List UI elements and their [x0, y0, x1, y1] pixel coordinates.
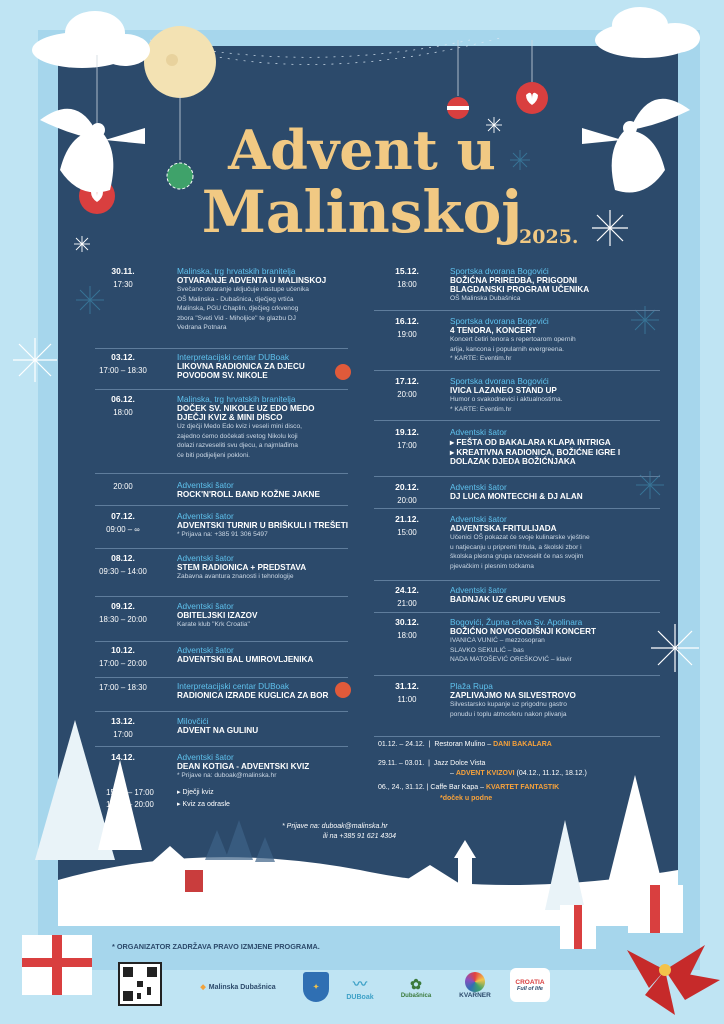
event-time: 19:00 — [397, 330, 417, 339]
event-time: 17:00 — [397, 441, 417, 450]
event-time: 18:00 — [397, 280, 417, 289]
event-venue: Adventski šator — [177, 645, 234, 655]
event-title: RADIONICA IZRADE KUGLICA ZA BOR — [177, 691, 329, 700]
dubasnica-logo: ✿ Dubašnica — [400, 975, 432, 999]
event-description: SLAVKO SEKULIĆ – bas — [450, 646, 524, 654]
event-title: DEAN KOTIGA - ADVENTSKI KVIZ — [177, 762, 310, 771]
event-description: arija, kancona i popularnih evergreena. — [450, 345, 564, 353]
day14-time1: 15:00 – 17:00 — [106, 788, 154, 797]
prijave-line1: * Prijave na: duboak@malinska.hr — [282, 823, 388, 830]
event-title: 4 TENORA, KONCERT — [450, 326, 537, 335]
event-venue: Adventski šator — [450, 585, 507, 595]
event-description: Karate klub "Krk Croatia" — [177, 621, 250, 628]
event-venue: Bogovići, Župna crkva Sv. Apolinara — [450, 617, 583, 627]
event-venue: Sportska dvorana Bogovići — [450, 376, 549, 386]
event-time: 17:00 — [113, 730, 133, 739]
event-venue: Adventski šator — [177, 601, 234, 611]
event-description: će biti podijeljeni pokloni. — [177, 451, 250, 459]
event-time: 17:00 – 20:00 — [99, 659, 147, 668]
event-title: ROCK'N'ROLL BAND KOŽNE JAKNE — [177, 490, 320, 499]
gift-left-icon — [22, 935, 92, 995]
divider — [374, 612, 660, 613]
event-title: ▸ FEŠTA OD BAKALARA KLAPA INTRIGA — [450, 438, 611, 447]
event-venue: Milovčići — [177, 716, 209, 726]
event-date: 20.12. — [395, 482, 419, 492]
divider — [95, 505, 348, 506]
event-date: 14.12. — [111, 752, 135, 762]
event-description: Vedrana Potnara — [177, 324, 227, 331]
event-description: u natjecanju u pripremi fritula, a školski zbor i — [450, 543, 582, 551]
event-body — [177, 266, 326, 333]
event-title: OBITELJSKI IZAZOV — [177, 611, 258, 620]
moon-icon — [144, 26, 216, 98]
day14-activity1: ▸ Dječji kviz — [177, 789, 214, 796]
event-body — [177, 681, 328, 700]
cloud-left-icon — [32, 11, 150, 68]
event-description: Svečano otvaranje uključuje nastupe učenika — [177, 286, 309, 293]
event-body — [177, 716, 258, 735]
event-title: DJEČJI KVIZ & MINI DISCO — [177, 413, 283, 422]
event-title: DOČEK SV. NIKOLE UZ EDO MEDO — [177, 404, 315, 413]
event-body — [450, 376, 563, 414]
event-description: IVANICA VUNIĆ – mezzosopran — [450, 637, 545, 644]
event-body — [177, 645, 313, 664]
event-time: 20:00 — [113, 482, 133, 491]
event-venue: Adventski šator — [450, 514, 507, 524]
event-time: 17:30 — [113, 280, 133, 289]
event-time: 21:00 — [397, 599, 417, 608]
event-venue: Adventski šator — [450, 427, 507, 437]
event-time: 09:00 – ∞ — [106, 525, 140, 534]
event-description: Učenici OŠ pokazat će svoje kulinarske vještine — [450, 534, 590, 541]
event-title: ZAPLIVAJMO NA SILVESTROVO — [450, 691, 576, 700]
event-date: 24.12. — [395, 585, 419, 595]
event-description: dolazi razveseliti svu djecu, a najmlađima — [177, 442, 298, 449]
divider — [374, 675, 660, 676]
event-title: ADVENTSKI TURNIR U BRIŠKULI I TREŠETI — [177, 521, 349, 530]
event-date: 31.12. — [395, 681, 419, 691]
event-title: DJ LUCA MONTECCHI & DJ ALAN — [450, 492, 583, 501]
qr-code-icon[interactable] — [118, 962, 162, 1006]
divider — [95, 711, 348, 712]
event-title: POVODOM SV. NIKOLE — [177, 371, 268, 380]
event-time: 18:00 — [113, 408, 133, 417]
event-description: * KARTE: Eventim.hr — [450, 405, 512, 413]
event-body — [177, 480, 320, 499]
event-title: ADVENT NA GULINU — [177, 726, 259, 735]
extra-1: 01.12. – 24.12. | Restoran Mulino – DANI BAKALARA — [378, 741, 552, 748]
event-date: 30.11. — [111, 266, 135, 276]
divider — [374, 580, 660, 581]
divider — [374, 508, 660, 509]
event-body — [177, 394, 315, 460]
event-title: ▸ KREATIVNA RADIONICA, BOŽIĆNE IGRE I — [450, 448, 621, 457]
event-body — [450, 617, 596, 665]
event-time: 18:30 – 20:00 — [99, 615, 147, 624]
title-year: 2025. — [519, 226, 579, 248]
event-description: pjevačkim i plesnim točkama — [450, 562, 534, 570]
event-title: LIKOVNA RADIONICA ZA DJECU — [177, 362, 305, 371]
divider — [374, 420, 660, 421]
event-venue: Plaža Rupa — [450, 681, 493, 691]
event-description: * Prijava na: +385 91 306 5497 — [177, 531, 268, 538]
event-venue: Interpretacijski centar DUBoak — [177, 681, 290, 691]
prijave-line2: ili na +385 91 621 4304 — [323, 833, 396, 840]
event-body — [450, 482, 583, 501]
event-title: BADNJAK UZ GRUPU VENUS — [450, 595, 566, 604]
event-description: zajedno ćemo dočekati svetog Nikolu koji — [177, 432, 298, 440]
event-venue: Malinska, trg hrvatskih branitelja — [177, 394, 296, 404]
event-venue: Sportska dvorana Bogovići — [450, 316, 549, 326]
day14-activity2: ▸ Kviz za odrasle — [177, 801, 230, 808]
event-venue: Malinska, trg hrvatskih branitelja — [177, 266, 296, 276]
event-body — [177, 752, 309, 781]
divider — [95, 548, 348, 549]
event-venue: Adventski šator — [177, 752, 234, 762]
event-description: Zabavna avantura znanosti i tehnologije — [177, 573, 294, 580]
divider — [374, 370, 660, 371]
ornament-right-icon — [516, 40, 548, 114]
event-body — [177, 601, 258, 630]
event-time: 17:00 – 18:30 — [99, 366, 147, 375]
divider — [95, 389, 348, 390]
event-date: 16.12. — [395, 316, 419, 326]
event-date: 10.12. — [111, 645, 135, 655]
divider — [374, 310, 660, 311]
event-description: školska plesna grupa razveselit će nas svojim — [450, 553, 584, 560]
event-date: 17.12. — [395, 376, 419, 386]
event-date: 03.12. — [111, 352, 135, 362]
event-title: OTVARANJE ADVENTA U MALINSKOJ — [177, 276, 327, 285]
kvarner-logo: KVARNER — [452, 966, 498, 1004]
ornament-center-icon — [447, 40, 469, 119]
event-venue: Adventski šator — [177, 480, 234, 490]
event-date: 07.12. — [111, 511, 135, 521]
extra-2: 29.11. – 03.01. | Jazz Dolce Vista — [378, 760, 486, 767]
event-date: 06.12. — [111, 394, 135, 404]
croatia-logo: CROATIA Full of life — [510, 968, 550, 1002]
event-time: 09:30 – 14:00 — [99, 567, 147, 576]
event-time: 17:00 – 18:30 — [99, 683, 147, 692]
divider — [95, 473, 348, 474]
event-title: ADVENTSKA FRITULIJADA — [450, 524, 557, 533]
event-title: DOLAZAK DJEDA BOŽIĆNJAKA — [450, 457, 576, 466]
footer-note: * ORGANIZATOR ZADRŽAVA PRAVO IZMJENE PROGRAMA. — [112, 942, 320, 951]
title-line-1: Advent u — [228, 118, 496, 182]
event-description: OŠ Malinska Dubašnica — [450, 295, 521, 302]
malinska-logo: ◆ Malinska Dubašnica — [200, 983, 276, 991]
event-body — [450, 514, 590, 571]
event-description: * KARTE: Eventim.hr — [450, 355, 512, 362]
extra-3-line2: *doček u podne — [440, 795, 493, 802]
event-venue: Adventski šator — [177, 511, 234, 521]
bauble-icon — [335, 364, 351, 380]
event-description: ponudu i toplu atmosferu nakon plivanja — [450, 710, 567, 718]
event-body — [177, 511, 348, 540]
event-date: 09.12. — [111, 601, 135, 611]
event-time: 18:00 — [397, 631, 417, 640]
event-description: Malinska, PGU Chaplin, dječjeg crkvenog — [177, 305, 299, 312]
poinsettia-icon — [627, 945, 720, 1015]
event-date: 08.12. — [111, 553, 135, 563]
divider — [95, 596, 348, 597]
day14-time2: 18:00 – 20:00 — [106, 800, 154, 809]
event-date: 15.12. — [395, 266, 419, 276]
event-description: Koncert četiri tenora s repertoarom opernih — [450, 336, 576, 343]
event-description: zbora "Sveti Vid - Miholjice" te glazbu DJ — [177, 314, 296, 322]
event-description: Uz dječji Medo Edo kviz i veseli mini disco, — [177, 423, 302, 430]
event-title: BLAGDANSKI PROGRAM UČENIKA — [450, 285, 590, 294]
duboak-logo: 〰 DUBoak — [346, 975, 374, 1001]
event-description: NADA MATOŠEVIĆ OREŠKOVIĆ – klavir — [450, 656, 572, 663]
divider — [95, 641, 348, 642]
divider — [95, 677, 348, 678]
event-title: ADVENTSKI BAL UMIROVLJENIKA — [177, 655, 314, 664]
event-date: 13.12. — [111, 716, 135, 726]
event-description: * Prijave na: duboak@malinska.hr — [177, 772, 277, 779]
event-date: 30.12. — [395, 617, 419, 627]
event-body — [177, 352, 305, 380]
event-venue: Adventski šator — [450, 482, 507, 492]
event-title: STEM RADIONICA + PREDSTAVA — [177, 563, 307, 572]
extra-3: 06., 24., 31.12. | Caffe Bar Kapa – KVARTET FANTASTIK — [378, 784, 560, 791]
event-body — [450, 681, 576, 719]
event-body — [450, 316, 576, 364]
event-description: Humor o svakodnevici i aktualnostima. — [450, 396, 563, 403]
event-time: 20:00 — [397, 390, 417, 399]
event-date: 21.12. — [395, 514, 419, 524]
extra-2-line2: – ADVENT KVIZOVI (04.12., 11.12., 18.12.) — [450, 770, 587, 777]
event-venue: Adventski šator — [177, 553, 234, 563]
divider — [95, 348, 348, 349]
coat-of-arms-icon: ✦ — [303, 972, 329, 1002]
event-date: 19.12. — [395, 427, 419, 437]
title-line-2: Malinskoj — [201, 178, 523, 246]
event-title: IVICA LAZANEO STAND UP — [450, 386, 557, 395]
event-title: BOŽIĆNO NOVOGODIŠNJI KONCERT — [450, 627, 597, 636]
divider — [374, 476, 660, 477]
event-description: Silvestarsko kupanje uz prigodnu gastro — [450, 701, 567, 708]
event-description: OŠ Malinska - Dubašnica, dječjeg vrtića — [177, 295, 294, 303]
event-venue: Interpretacijski centar DUBoak — [177, 352, 290, 362]
event-body — [450, 585, 566, 604]
event-time: 15:00 — [397, 528, 417, 537]
event-time: 20:00 — [397, 496, 417, 505]
event-body — [177, 553, 306, 582]
event-venue: Sportska dvorana Bogovići — [450, 266, 549, 276]
event-title: BOŽIĆNA PRIREDBA, PRIGODNI — [450, 276, 578, 285]
event-body — [450, 427, 620, 466]
divider — [95, 746, 348, 747]
cloud-right-icon — [595, 7, 700, 58]
event-time: 11:00 — [397, 695, 417, 704]
event-body — [450, 266, 589, 304]
